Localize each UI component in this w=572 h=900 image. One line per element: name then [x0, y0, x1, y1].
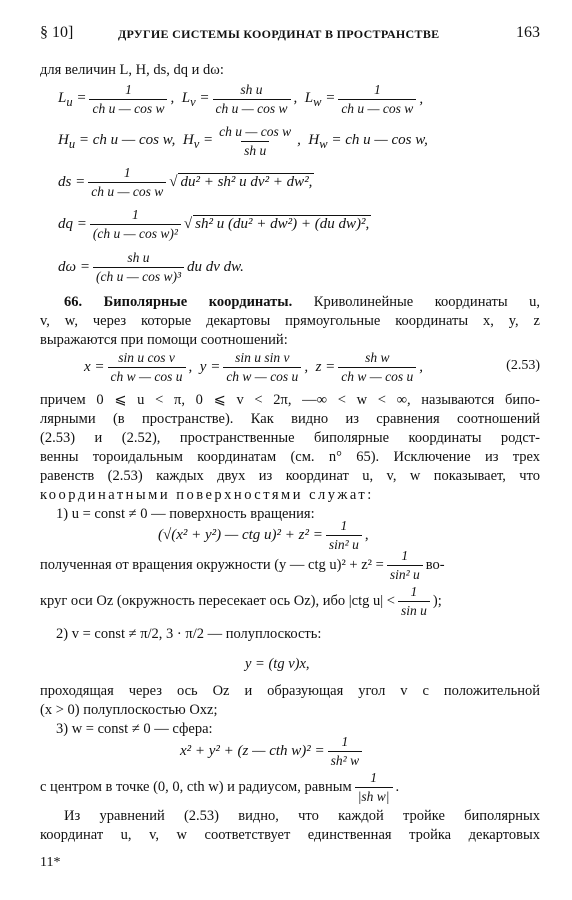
signature-mark: 11*: [40, 855, 61, 870]
paragraph-line-6: координатными поверхностями служат:: [40, 487, 374, 503]
case-2-text-1: проходящая через ось Oz и образующая угол v с положительной: [40, 683, 540, 699]
case-2-text-2: (x > 0) полуплоскостью Oxz;: [40, 702, 218, 718]
equation-ds: ds = $\frac{1}{\text{ch u — cos w}}$ √ du² + sh² u dv² + dw²,: [58, 165, 313, 199]
section-66-line-2: v, w, через которые декартовы прямоугольные координаты x, y, z: [40, 313, 540, 329]
equation-domega: dω = $\frac{\text{sh u}}{\text{(ch u — cos w)³}}$ du dv dw.: [58, 250, 244, 284]
case-1-equation: (√(x² + y²) — ctg u)² + z² = $\frac{1}{\text{sin² u}}$ ,: [158, 518, 369, 552]
page-header: [40, 24, 540, 46]
equation-H: $H_u$ = ch u — cos w, $H_v$ = $\frac{\text{ch u — cos w}}{\text{sh u}}$ , $H_w$ = ch u — cos w,: [58, 124, 428, 158]
paragraph-line-3: (2.53) и (2.52), пространственные биполярные координаты родст-: [40, 430, 540, 446]
book-page: [40, 0, 540, 900]
final-paragraph-line-2: координат u, v, w соответствует единственная тройка декартовых: [40, 827, 540, 843]
equation-2-53: x = $\frac{\text{sin u cos v}}{\text{ch w — cos u}}$ , y = $\frac{\text{sin u sin v}}{\text{ch w — cos u}}$ , z = $\frac{\text{sh w}}{\text{ch w — cos u}}$ ,: [84, 350, 424, 384]
case-1-heading: 1) u = const ≠ 0 — поверхность вращения:: [56, 506, 315, 522]
final-paragraph-line-1: Из уравнений (2.53) видно, что каждой тройке биполярных: [64, 808, 540, 824]
intro-line: для величин L, H, ds, dq и dω:: [40, 62, 224, 78]
case-2-equation: y = (tg v)x,: [245, 656, 310, 672]
paragraph-line-2: лярными (в пространстве). Как видно из сравнения соотношений: [40, 411, 540, 427]
case-2-heading: 2) v = const ≠ π/2, 3 · π/2 — полуплоскость:: [56, 626, 322, 642]
paragraph-line-4: венны тороидальным координатам (см. n° 65). Исключение из трех: [40, 449, 540, 465]
section-ref: § 10]: [40, 24, 74, 41]
paragraph-line-1: причем 0 ⩽ u < π, 0 ⩽ v < 2π, —∞ < w < ∞, называются бипо-: [40, 392, 540, 408]
section-66-title: 66. Биполярные координаты.: [64, 294, 293, 310]
equation-number: (2.53): [506, 358, 540, 373]
case-1-text-1: полученная от вращения окружности (y — ctg u)² + z² = $\frac{1}{\text{sin² u}}$ во-: [40, 548, 445, 582]
page-number: 163: [516, 24, 540, 41]
case-1-text-2: круг оси Oz (окружность пересекает ось Oz), ибо |ctg u| < $\frac{1}{\text{sin u}}$ );: [40, 584, 442, 618]
section-66-line-1: 66. Биполярные координаты. Криволинейные координаты u,: [64, 294, 541, 310]
case-3-heading: 3) w = const ≠ 0 — сфера:: [56, 721, 213, 737]
equation-dq: dq = $\frac{1}{\text{(ch u — cos w)²}}$ √ sh² u (du² + dw²) + (du dw)²,: [58, 207, 370, 241]
section-66-line-3: выражаются при помощи соотношений:: [40, 332, 288, 348]
paragraph-line-5: равенств (2.53) каждых двух из координат u, v, w показывает, что: [40, 468, 540, 484]
equation-L: $L_u$ = $\frac{1}{\text{ch u — cos w}}$ , $L_v$ = $\frac{\text{sh u}}{\text{ch u — cos w}}$ , $L_w$ = $\frac{1}{\text{ch u — cos w}}$ ,: [58, 82, 424, 116]
running-title: ДРУГИЕ СИСТЕМЫ КООРДИНАТ В ПРОСТРАНСТВЕ: [118, 27, 440, 41]
case-3-equation: x² + y² + (z — cth w)² = $\frac{1}{\text{sh² w}}$: [180, 734, 365, 769]
case-3-text-1: с центром в точке (0, 0, cth w) и радиусом, равным $\frac{1}{\text{|sh w|}}$ .: [40, 770, 400, 804]
